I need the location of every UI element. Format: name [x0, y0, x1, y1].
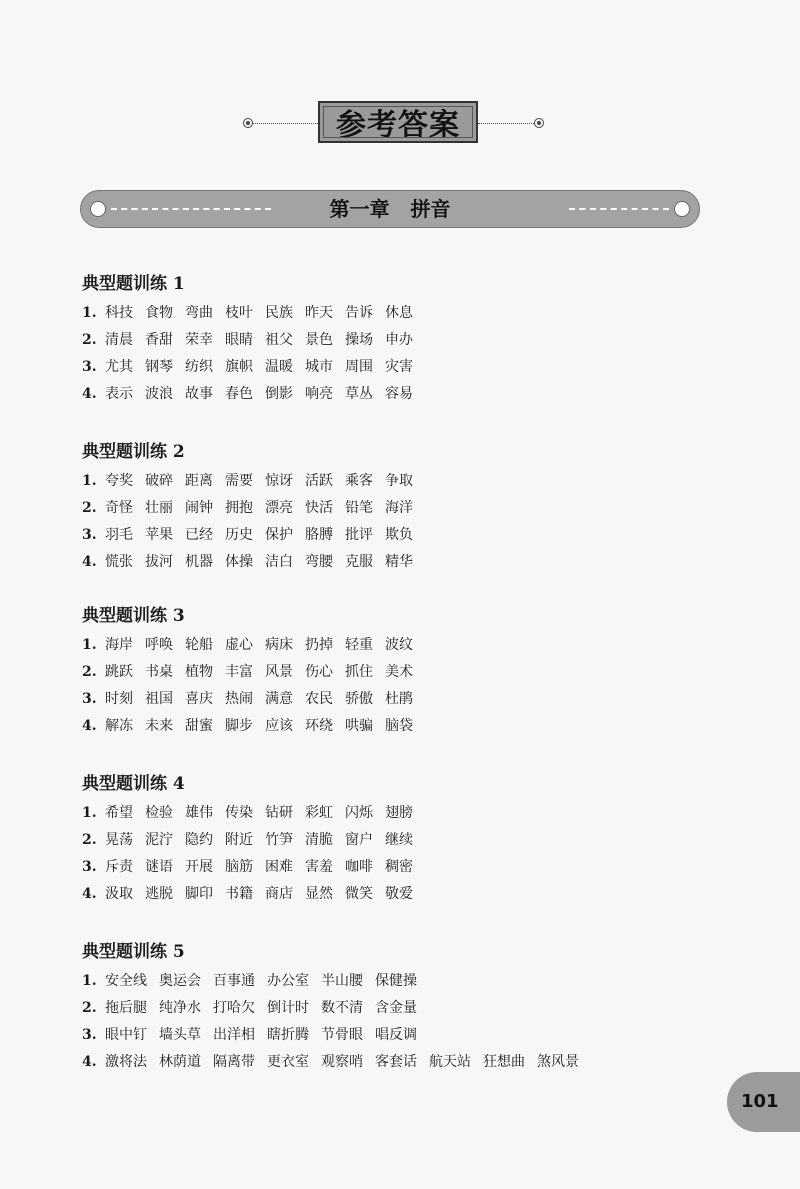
answer-word: 打哈欠 [213, 1000, 255, 1016]
answer-word: 唱反调 [375, 1027, 417, 1043]
answer-word: 夸奖 [105, 473, 133, 489]
answer-word: 香甜 [145, 332, 173, 348]
answer-word: 开展 [185, 859, 213, 875]
answer-word: 书籍 [225, 886, 253, 902]
answer-row [82, 300, 772, 327]
answer-word: 喜庆 [185, 691, 213, 707]
answer-word: 脚印 [185, 886, 213, 902]
answer-word: 拥抱 [225, 500, 253, 516]
answer-word: 晃荡 [105, 832, 133, 848]
answer-word: 传染 [225, 805, 253, 821]
answer-word: 脑筋 [225, 859, 253, 875]
answer-word: 慌张 [105, 554, 133, 570]
answer-row [82, 381, 772, 408]
section-title: 典型题训练 2 [82, 442, 185, 462]
answer-word: 轻重 [345, 637, 373, 653]
answer-row [82, 327, 772, 354]
row-number: 3. [82, 691, 97, 707]
row-number: 2. [82, 664, 97, 680]
answer-word: 解冻 [105, 718, 133, 734]
section-title: 典型题训练 1 [82, 274, 185, 294]
answer-word: 纺织 [185, 359, 213, 375]
answer-row [82, 968, 772, 995]
chapter-banner [80, 190, 700, 228]
answer-word: 周围 [345, 359, 373, 375]
answer-word: 清晨 [105, 332, 133, 348]
answer-word: 脚步 [225, 718, 253, 734]
answer-word: 甜蜜 [185, 718, 213, 734]
answer-word: 倒计时 [267, 1000, 309, 1016]
section-title: 典型题训练 4 [82, 774, 185, 794]
answer-word: 闪烁 [345, 805, 373, 821]
ornament-line-right [478, 123, 538, 124]
answer-row [82, 854, 772, 881]
answer-word: 哄骗 [345, 718, 373, 734]
row-number: 2. [82, 832, 97, 848]
answer-row [82, 659, 772, 686]
answer-word: 汲取 [105, 886, 133, 902]
answer-word: 波纹 [385, 637, 413, 653]
answer-word: 百事通 [213, 973, 255, 989]
answer-row [82, 549, 772, 576]
row-number: 3. [82, 1027, 97, 1043]
answer-word: 书桌 [145, 664, 173, 680]
answer-word: 体操 [225, 554, 253, 570]
answer-word: 呼唤 [145, 637, 173, 653]
answer-word: 奇怪 [105, 500, 133, 516]
section-title: 典型题训练 5 [82, 942, 185, 962]
chapter-title: 第一章 拼音 [329, 197, 451, 221]
answer-row [82, 1022, 772, 1049]
answer-word: 波浪 [145, 386, 173, 402]
answer-word: 响亮 [305, 386, 333, 402]
answer-word: 逃脱 [145, 886, 173, 902]
answer-row [82, 881, 772, 908]
answer-word: 希望 [105, 805, 133, 821]
ornament-line-left [252, 123, 318, 124]
answer-word: 敬爱 [385, 886, 413, 902]
answer-word: 弯腰 [305, 554, 333, 570]
answer-word: 含金量 [375, 1000, 417, 1016]
row-number: 3. [82, 527, 97, 543]
page-title: 参考答案 [318, 101, 478, 143]
exercise-section [82, 770, 772, 908]
answer-word: 杜鹃 [385, 691, 413, 707]
answer-word: 争取 [385, 473, 413, 489]
answer-word: 苹果 [145, 527, 173, 543]
answer-word: 活跃 [305, 473, 333, 489]
answer-word: 申办 [385, 332, 413, 348]
answer-word: 数不清 [321, 1000, 363, 1016]
answer-word: 附近 [225, 832, 253, 848]
answer-word: 伤心 [305, 664, 333, 680]
answer-word: 海岸 [105, 637, 133, 653]
answer-word: 休息 [385, 305, 413, 321]
answer-word: 热闹 [225, 691, 253, 707]
row-number: 4. [82, 386, 97, 402]
row-number: 4. [82, 718, 97, 734]
row-number: 1. [82, 305, 97, 321]
answer-word: 昨天 [305, 305, 333, 321]
answer-word: 林荫道 [159, 1054, 201, 1070]
answer-word: 快活 [305, 500, 333, 516]
answer-word: 美术 [385, 664, 413, 680]
answer-word: 害羞 [305, 859, 333, 875]
row-number: 1. [82, 973, 97, 989]
row-number: 3. [82, 859, 97, 875]
answer-word: 洁白 [265, 554, 293, 570]
answer-word: 植物 [185, 664, 213, 680]
answer-word: 抓住 [345, 664, 373, 680]
answer-word: 欺负 [385, 527, 413, 543]
answer-word: 钻研 [265, 805, 293, 821]
answer-word: 漂亮 [265, 500, 293, 516]
row-number: 1. [82, 637, 97, 653]
answer-word: 倒影 [265, 386, 293, 402]
answer-word: 脑袋 [385, 718, 413, 734]
answer-row [82, 632, 772, 659]
answer-word: 墙头草 [159, 1027, 201, 1043]
answer-word: 显然 [305, 886, 333, 902]
answer-word: 弯曲 [185, 305, 213, 321]
answer-word: 隐约 [185, 832, 213, 848]
row-number: 2. [82, 500, 97, 516]
answer-row [82, 800, 772, 827]
answer-word: 清脆 [305, 832, 333, 848]
answer-word: 食物 [145, 305, 173, 321]
row-number: 1. [82, 805, 97, 821]
answer-word: 表示 [105, 386, 133, 402]
answer-word: 保护 [265, 527, 293, 543]
answer-word: 尤其 [105, 359, 133, 375]
answer-word: 机器 [185, 554, 213, 570]
answer-word: 胳膊 [305, 527, 333, 543]
section-title: 典型题训练 3 [82, 606, 185, 626]
answer-word: 激将法 [105, 1054, 147, 1070]
answer-word: 病床 [265, 637, 293, 653]
answer-word: 狂想曲 [483, 1054, 525, 1070]
answer-word: 煞风景 [537, 1054, 579, 1070]
answer-row [82, 468, 772, 495]
answer-word: 彩虹 [305, 805, 333, 821]
banner-dash-right [569, 208, 669, 210]
answer-word: 半山腰 [321, 973, 363, 989]
answer-word: 谜语 [145, 859, 173, 875]
answer-word: 精华 [385, 554, 413, 570]
answer-word: 操场 [345, 332, 373, 348]
answer-word: 窗户 [345, 832, 373, 848]
answer-word: 隔离带 [213, 1054, 255, 1070]
answer-word: 瞎折腾 [267, 1027, 309, 1043]
answer-word: 观察哨 [321, 1054, 363, 1070]
exercise-section [82, 270, 772, 408]
answer-word: 扔掉 [305, 637, 333, 653]
answer-word: 奥运会 [159, 973, 201, 989]
answer-word: 批评 [345, 527, 373, 543]
answer-word: 航天站 [429, 1054, 471, 1070]
answer-word: 铅笔 [345, 500, 373, 516]
answer-word: 泥泞 [145, 832, 173, 848]
answer-word: 克服 [345, 554, 373, 570]
answer-word: 枝叶 [225, 305, 253, 321]
answer-word: 眼睛 [225, 332, 253, 348]
answer-word: 保健操 [375, 973, 417, 989]
answer-word: 眼中钉 [105, 1027, 147, 1043]
answer-row [82, 354, 772, 381]
answer-word: 羽毛 [105, 527, 133, 543]
answer-word: 雄伟 [185, 805, 213, 821]
answer-word: 轮船 [185, 637, 213, 653]
answer-row [82, 495, 772, 522]
answer-word: 风景 [265, 664, 293, 680]
answer-word: 需要 [225, 473, 253, 489]
answer-word: 容易 [385, 386, 413, 402]
answer-word: 出洋相 [213, 1027, 255, 1043]
row-number: 4. [82, 554, 97, 570]
answer-word: 满意 [265, 691, 293, 707]
row-number: 2. [82, 1000, 97, 1016]
answer-word: 故事 [185, 386, 213, 402]
answer-word: 安全线 [105, 973, 147, 989]
row-number: 4. [82, 1054, 97, 1070]
answer-word: 环绕 [305, 718, 333, 734]
answer-row [82, 522, 772, 549]
row-number: 2. [82, 332, 97, 348]
answer-row [82, 827, 772, 854]
answer-word: 草丛 [345, 386, 373, 402]
exercise-section [82, 938, 772, 1076]
row-number: 4. [82, 886, 97, 902]
answer-word: 应该 [265, 718, 293, 734]
answer-word: 祖国 [145, 691, 173, 707]
answer-word: 科技 [105, 305, 133, 321]
answer-word: 告诉 [345, 305, 373, 321]
answer-word: 客套话 [375, 1054, 417, 1070]
answer-word: 闹钟 [185, 500, 213, 516]
answer-word: 距离 [185, 473, 213, 489]
answer-word: 春色 [225, 386, 253, 402]
answer-word: 惊讶 [265, 473, 293, 489]
answer-word: 拔河 [145, 554, 173, 570]
answer-word: 温暖 [265, 359, 293, 375]
answer-word: 办公室 [267, 973, 309, 989]
answer-word: 荣幸 [185, 332, 213, 348]
answer-word: 已经 [185, 527, 213, 543]
answer-word: 城市 [305, 359, 333, 375]
answer-word: 壮丽 [145, 500, 173, 516]
answer-word: 灾害 [385, 359, 413, 375]
answer-word: 乘客 [345, 473, 373, 489]
exercise-section [82, 602, 772, 740]
answer-word: 祖父 [265, 332, 293, 348]
answer-word: 纯净水 [159, 1000, 201, 1016]
row-number: 3. [82, 359, 97, 375]
page-number: 101 [727, 1072, 800, 1132]
answer-row [82, 713, 772, 740]
answer-word: 骄傲 [345, 691, 373, 707]
answer-word: 更衣室 [267, 1054, 309, 1070]
title-banner [0, 97, 800, 151]
exercise-section [82, 438, 772, 576]
answer-word: 海洋 [385, 500, 413, 516]
answer-word: 节骨眼 [321, 1027, 363, 1043]
answer-word: 旗帜 [225, 359, 253, 375]
row-number: 1. [82, 473, 97, 489]
answer-row [82, 1049, 772, 1076]
answer-word: 虚心 [225, 637, 253, 653]
answer-word: 稠密 [385, 859, 413, 875]
answer-word: 斥责 [105, 859, 133, 875]
answer-word: 微笑 [345, 886, 373, 902]
answer-word: 检验 [145, 805, 173, 821]
answer-word: 未来 [145, 718, 173, 734]
answer-word: 继续 [385, 832, 413, 848]
answer-word: 农民 [305, 691, 333, 707]
answer-word: 跳跃 [105, 664, 133, 680]
answer-row [82, 686, 772, 713]
answer-word: 钢琴 [145, 359, 173, 375]
answer-word: 翅膀 [385, 805, 413, 821]
answer-word: 困难 [265, 859, 293, 875]
answer-word: 咖啡 [345, 859, 373, 875]
ornament-dot-right [534, 118, 544, 128]
answer-word: 时刻 [105, 691, 133, 707]
answer-word: 商店 [265, 886, 293, 902]
answer-word: 历史 [225, 527, 253, 543]
answer-word: 民族 [265, 305, 293, 321]
answer-word: 破碎 [145, 473, 173, 489]
answer-word: 丰富 [225, 664, 253, 680]
answer-word: 拖后腿 [105, 1000, 147, 1016]
answer-word: 景色 [305, 332, 333, 348]
answer-row [82, 995, 772, 1022]
answer-word: 竹笋 [265, 832, 293, 848]
banner-dot-right [674, 201, 690, 217]
